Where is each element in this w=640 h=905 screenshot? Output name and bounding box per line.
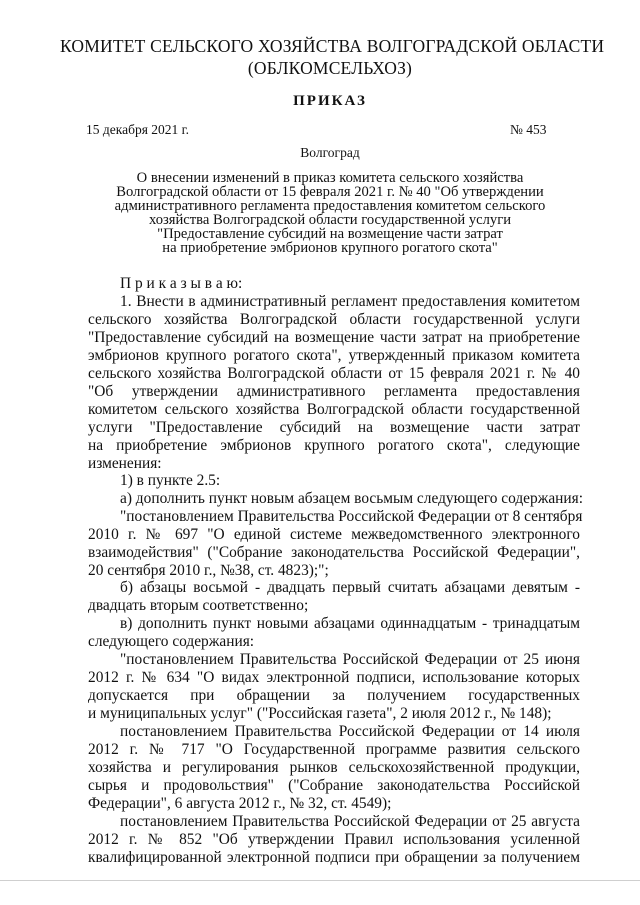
- body-line: в) дополнить пункт новыми абзацами одиннадцатым - тринадцатым: [120, 615, 580, 632]
- scan-edge-divider: [0, 880, 640, 881]
- body-line: постановлением Правительства Российской Федерации от 25 августа: [120, 813, 580, 830]
- body-line: комитетом сельского хозяйства Волгоградской области государственной: [88, 401, 580, 418]
- body-line: 1) в пункте 2.5:: [120, 472, 221, 489]
- body-line: сельского хозяйства Волгоградской области от 15 февраля 2021 г. № 40: [88, 365, 580, 382]
- order-city: Волгоград: [300, 145, 360, 160]
- body-line: сырья и продовольствия" ("Собрание законодательства Российской: [88, 777, 580, 794]
- order-date: 15 декабря 2021 г.: [86, 122, 190, 137]
- body-line: 2010 г. № 697 "О единой системе межведомственного электронного: [88, 526, 580, 543]
- body-line: постановлением Правительства Российской Федерации от 14 июля: [120, 723, 580, 740]
- body-line: услуги "Предоставление субсидий на возмещение части затрат: [88, 419, 580, 436]
- subject-line: на приобретение эмбрионов крупного рогатого скота": [162, 240, 498, 256]
- organization-name: КОМИТЕТ СЕЛЬСКОГО ХОЗЯЙСТВА ВОЛГОГРАДСКОЙ ОБЛАСТИ: [60, 36, 605, 56]
- body-line: и муниципальных услуг" ("Российская газета", 2 июля 2012 г., № 148);: [88, 705, 552, 722]
- body-line: двадцать вторым соответственно;: [88, 597, 309, 614]
- subject-line: О внесении изменений в приказ комитета сельского хозяйства: [136, 170, 524, 186]
- subject-line: хозяйства Волгоградской области государственной услуги: [148, 212, 512, 228]
- body-line: хозяйства и регулирования рынков сельскохозяйственной продукции,: [88, 759, 580, 776]
- body-line: "Предоставление субсидий на возмещение части затрат на приобретение: [88, 329, 580, 346]
- body-line: б) абзацы восьмой - двадцать первый считать абзацами девятым -: [120, 579, 580, 596]
- body-line: 2012 г. № 634 "О видах электронной подписи, использование которых: [88, 669, 580, 686]
- body-line: изменения:: [88, 455, 162, 472]
- subject-line: административного регламента предоставления комитетом сельского: [114, 198, 546, 214]
- organization-abbreviation: (ОБЛКОМСЕЛЬХОЗ): [247, 58, 413, 78]
- subject-line: Волгоградской области от 15 февраля 2021 г. № 40 "Об утверждении: [116, 184, 544, 200]
- body-line: эмбрионов крупного рогатого скота", утвержденный приказом комитета: [88, 347, 580, 364]
- body-line: 2012 г. № 852 "Об утверждении Правил использования усиленной: [88, 831, 580, 848]
- body-line: Федерации", 6 августа 2012 г., № 32, ст. 4549);: [88, 795, 392, 812]
- body-line: квалифицированной электронной подписи при обращении за получением: [88, 849, 580, 866]
- body-line: 20 сентября 2010 г., №38, ст. 4823);";: [88, 562, 329, 579]
- body-line: сельского хозяйства Волгоградской области государственной услуги: [88, 311, 580, 328]
- document-type: ПРИКАЗ: [293, 93, 367, 109]
- body-line: 1. Внести в административный регламент предоставления комитетом: [120, 293, 580, 310]
- body-line: на приобретение эмбрионов крупного рогатого скота", следующие: [88, 437, 580, 454]
- body-line: "Об утверждении административного регламента предоставления: [88, 383, 580, 400]
- body-line: 2012 г. № 717 "О Государственной программе развития сельского: [88, 741, 580, 758]
- body-line: "постановлением Правительства Российской Федерации от 25 июня: [120, 651, 580, 668]
- order-heading: П р и к а з ы в а ю:: [120, 275, 243, 292]
- body-line: допускается при обращении за получением государственных: [88, 687, 580, 704]
- body-line: следующего содержания:: [88, 633, 255, 650]
- order-number: № 453: [510, 122, 547, 137]
- body-line: а) дополнить пункт новым абзацем восьмым следующего содержания:: [120, 490, 583, 507]
- body-line: "постановлением Правительства Российской Федерации от 8 сентября: [120, 508, 583, 525]
- body-line: взаимодействия" ("Собрание законодательства Российской Федерации",: [88, 544, 580, 561]
- subject-line: "Предоставление субсидий на возмещение части затрат: [157, 226, 503, 242]
